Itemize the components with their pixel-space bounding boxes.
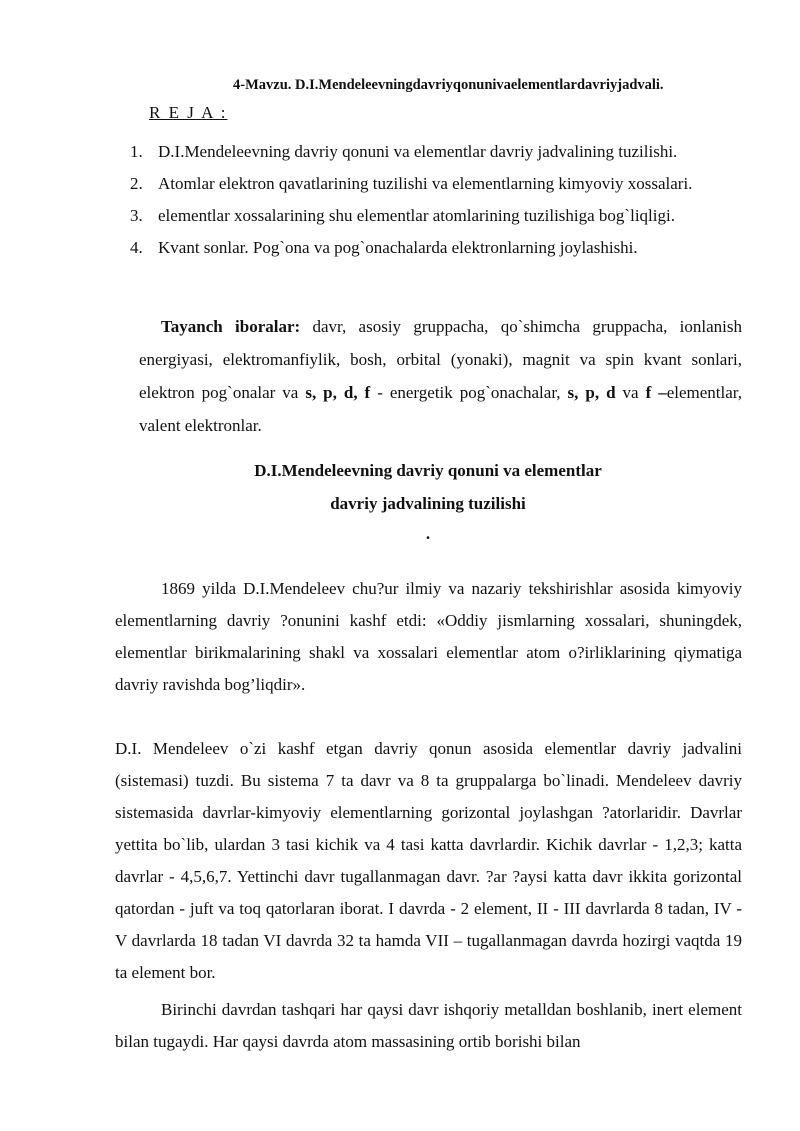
section-title-line-1: D.I.Mendeleevning davriy qonuni va elementlar <box>254 461 602 480</box>
plan-heading: R E J A : <box>149 103 228 122</box>
keywords-text: - energetik pog`onachalar, <box>370 383 568 402</box>
section-title-dot: . <box>425 524 431 543</box>
keywords-paragraph <box>139 310 742 442</box>
plan-item-text: elementlar xossalarining shu elementlar atomlarining tuzilishiga bog`liqligi. <box>158 206 675 225</box>
keywords-bold: s, p, d, f <box>305 383 371 402</box>
plan-item <box>130 136 742 168</box>
keywords-bold: f – <box>645 383 667 402</box>
keywords-text: va <box>615 383 646 402</box>
plan-list <box>130 136 742 264</box>
keywords-label: Tayanch iboralar: <box>161 317 301 336</box>
plan-item-text: Atomlar elektron qavatlarining tuzilishi va elementlarning kimyoviy xossalari. <box>158 174 693 193</box>
section-title-line-2: davriy jadvalining tuzilishi <box>330 494 526 513</box>
plan-item <box>130 200 742 232</box>
body-paragraph-2: D.I. Mendeleev o`zi kashf etgan davriy qonun asosida elementlar davriy jadvalini (sistemasi) tuzdi. Bu sistema 7 ta davr va 8 ta gruppalarga bo`linadi. Mendeleev davriy sistemasida davrlar-kimyoviy elementlarning gorizontal joylashgan ?atorlaridir. Davrlar yettita bo`lib, ulardan 3 tasi kichik va 4 tasi katta davrlardir. Kichik davrlar - 1,2,3; katta davrlar - 4,5,6,7. Yettinchi davr tugallanmagan davr. ?ar ?aysi katta davr ikkita gorizontal qatordan - juft va toq qatorlaran iborat. I davrda - 2 element, II - III davrlarda 8 tadan, IV - V davrlarda 18 tadan VI davrda 32 ta hamda VII – tugallanmagan davrda hozirgi vaqtda 19 ta element bor. <box>115 739 742 982</box>
plan-item-text: Kvant sonlar. Pog`ona va pog`onachalarda elektronlarning joylashishi. <box>158 238 638 257</box>
keywords-bold: s, p, d <box>567 383 616 402</box>
topic-title: 4-Mavzu. D.I.Mendeleevningdavriyqonunivaelementlardavriyjadvali. <box>233 77 664 93</box>
plan-item-number: 1. <box>130 142 143 161</box>
plan-item-text: D.I.Mendeleevning davriy qonuni va elementlar davriy jadvalining tuzilishi. <box>158 142 678 161</box>
body-paragraph-3: Birinchi davrdan tashqari har qaysi davr ishqoriy metalldan boshlanib, inert element bilan tugaydi. Har qaysi davrda atom massasining ortib borishi bilan <box>115 1000 742 1051</box>
body-paragraph-1: 1869 yilda D.I.Mendeleev chu?ur ilmiy va nazariy tekshirishlar asosida kimyoviy elementlarning davriy ?onunini kashf etdi: «Oddiy jismlarning xossalari, shuningdek, elementlar birikmalarining shakl va xossalari elementlar atom o?irliklarining qiymatiga davriy ravishda bog’liqdir». <box>115 579 742 694</box>
plan-item <box>130 168 742 200</box>
plan-item-number: 4. <box>130 238 143 257</box>
keywords-text: elementlar, valent elektronlar. <box>139 383 743 435</box>
plan-item <box>130 232 742 264</box>
plan-item-number: 2. <box>130 174 143 193</box>
keywords-text: davr, asosiy gruppacha, qo`shimcha gruppacha, ionlanish energiyasi, elektromanfiylik, bosh, orbital (yonaki), magnit va spin kvant sonlari, elektron pog`onalar va <box>139 317 742 402</box>
plan-item-number: 3. <box>130 206 143 225</box>
